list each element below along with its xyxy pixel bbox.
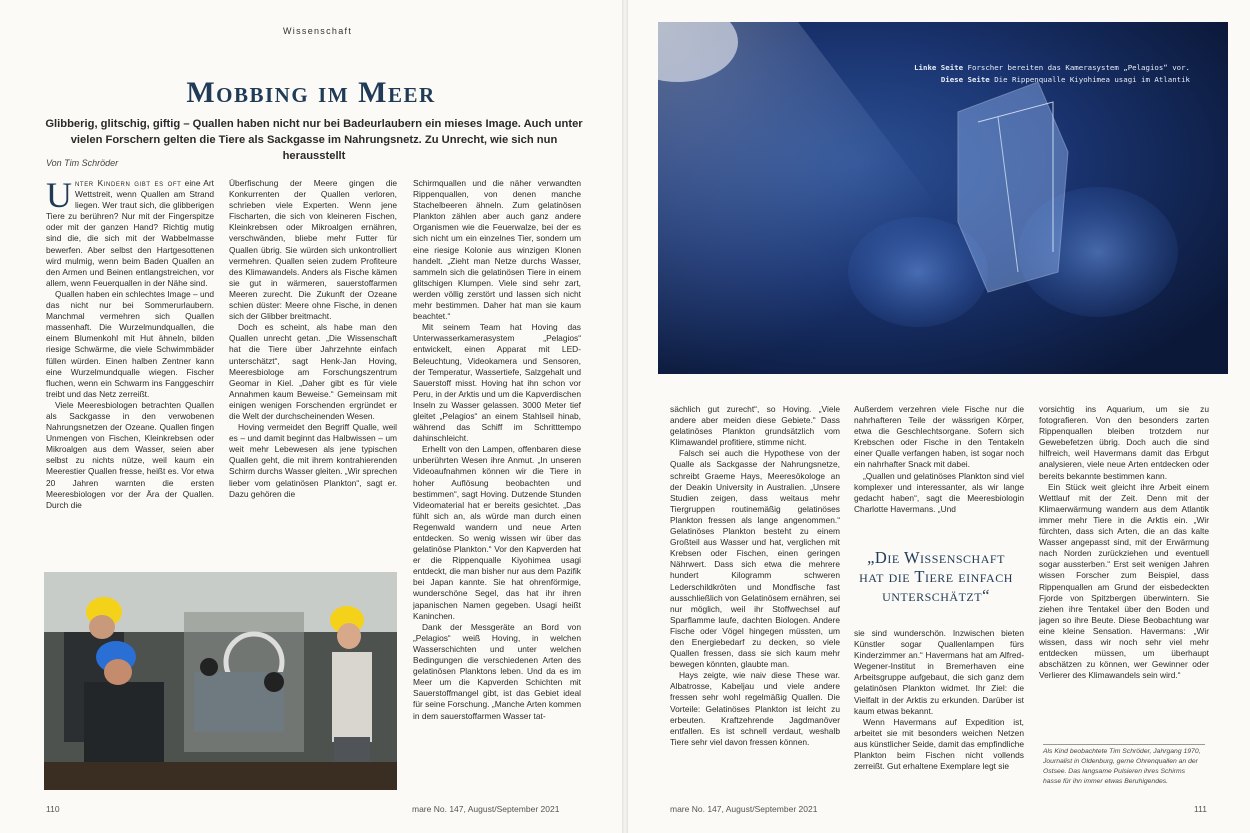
paragraph: Außerdem verzehren viele Fische nur die nahrhafteren Teile der wässrigen Körper, etwa die Geschlechtsorgane. Sofern sich Krebschen oder Fische in den Tentakeln einer Qualle verfangen haben, ist sogar noch ein nahrhafter Snack mit dabei. (854, 404, 1024, 470)
left-column-2 (229, 178, 397, 573)
paragraph: vorsichtig ins Aquarium, um sie zu fotografieren. Von den besonders zarten Rippenquallen bleiben trotzdem nur Gewebefetzen übrig. Doch auch die sind hilfreich, weil Havermans damit das Erbgut analysieren, viele neue Arten entdecken oder bereits bekannte bestimmen kann. (1039, 404, 1209, 481)
paragraph: Überfischung der Meere gingen die Konkurrenten der Quallen verloren, schrieben viele Experten. Wenn jene Fischarten, die sich von kleineren Fischen, Kleinkrebsen oder Mikroalgen ernähren, verschwänden, bliebe mehr Futter für Quallen übrig. Sie würden sich unkontrolliert vermehren. Quallen seien zudem Profiteure des Klimawandels. Anders als Fische kämen sie gut in wärmeren, sauerstoffarmen Meeren zurecht. Die Zukunft der Ozeane schien düster: Meere ohne Fische, in denen sich der Glibber breitmacht. (229, 178, 397, 322)
left-column-3 (413, 178, 581, 790)
drop-cap: U (46, 178, 72, 215)
paragraph: Viele Meeresbiologen betrachten Quallen als Sackgasse in den verwobenen Nahrungsnetzen der Ozeane. Quallen fingen Unmengen von Fischen, Kleinkrebsen oder Mikroalgen aus dem Wasser, seien aber selbst zu nichts nütze, weil kaum ein Meerestier Quallen fresse, heißt es. Vor etwa 20 Jahren warnten die ersten Meeresbiologen vor der Ära der Quallen. Durch die (46, 399, 214, 510)
caption-label-left: Linke Seite (914, 63, 964, 72)
issue-info-left: mare No. 147, August/September 2021 (412, 804, 560, 814)
lab-photo (44, 572, 397, 790)
photo-caption (914, 62, 1190, 86)
paragraph: Wenn Havermans auf Expedition ist, arbeitet sie mit besonders weichen Netzen aus künstlicher Seide, damit das empfindliche Plankton beim Fischen nicht vollends zerreißt. Gut erhaltene Exemplare legt sie (854, 716, 1024, 772)
left-page (0, 0, 622, 833)
page-number-left: 110 (46, 804, 60, 814)
paragraph: Quallen haben ein schlechtes Image – und das nicht nur bei Sommerurlaubern. Manchmal vermehren sich Quallen massenhaft. Die Wurzelmundquallen, die einem Blumenkohl mit Hut ähneln, bilden riesige Schwärme, die viele Schwimmbäder füllen würden. Einen halben Zentner kann eine Wurzelmundqualle wiegen. Fischer fluchen, wenn ein Schwarm ins Fanggeschirr treibt und das Netz zerreißt. (46, 288, 214, 399)
article-dek: Glibberig, glitschig, giftig – Quallen haben nicht nur bei Badeurlaubern ein mieses Image. Auch unter vielen Forschern gelten die Tiere als Sackgasse im Nahrungsnetz. Zu Unrecht, wie sich nun herausstellt (45, 118, 583, 162)
right-page (628, 0, 1250, 833)
right-column-3 (1039, 404, 1209, 736)
paragraph: Falsch sei auch die Hypothese von der Qualle als Sackgasse der Nahrungsnetze, schreibt Graeme Hays, Meeresökologe an der Deakin University in Australien. „Unsere Studien zeigen, dass weitaus mehr Tiergruppen routinemäßig gelatinöses Plankton fressen als lange angenommen.“ Gelatinöses Plankton besteht zu einem Großteil aus Wasser und hat, verglichen mit Krebsen oder Fischen, einen geringen Nährwert. Dass sich etwa die mehrere hundert Kilogramm schweren Lederschildkröten und Mondfische fast ausschließlich von Gelatinösem ernähren, sei nur möglich, weil ihr Stoffwechsel auf Sparflamme laufe, dachten Biologen. Andere Fische oder Vögel hingegen müssten, um den Energiebedarf zu decken, so viele Quallen fressen, dass sie sich kaum mehr bewegen könnten, glaubte man. (670, 448, 840, 670)
paragraph: Erhellt von den Lampen, offenbaren diese unberührten Wesen ihre Anmut. „In unseren Videoaufnahmen können wir die Tiere in hoher Auflösung beobachten und bestimmen“, sagt Hoving. Dutzende Stunden Videomaterial hat er bereits gesichtet. „Das fühlt sich an, als würde man durch einen Regenwald wandern und neue Arten entdecken. So wenig wissen wir über das gelatinöse Plankton.“ Vor den Kapverden hat er die Rippenqualle Kiyohimea usagi entdeckt, die man bisher nur aus dem Pazifik bei Japan kannte. Sie hat ohrenförmige, wunderschöne Segel, das hat ihr ihren japanischen Namen gegeben. Usagi heißt Kaninchen. (413, 444, 581, 621)
caption-text-right: Die Rippenqualle Kiyohimea usagi im Atlantik (994, 75, 1190, 84)
paragraph: Hays zeigte, wie naiv diese These war. Albatrosse, Kabeljau und viele andere fressen sehr wohl regelmäßig Quallen. Die Vorteile: Gelatinöses Plankton ist leicht zu erbeuten. Kraftzehrende Jagdmanöver entfallen. Es ist schnell verdaut, weshalb Tiere sehr viel davon fressen können. (670, 670, 840, 747)
paragraph: eine Art Wettstreit, wenn Quallen am Strand liegen. Wer traut sich, die glibberigen Tiere zu berühren? Nur mit der Fingerspitze oder mit der ganzen Hand? Richtig mutig sind die, die sich mit der Wabbelmasse bewerfen. Aber selbst den Hartgesottenen wird mulmig, wenn beim Baden Quallen an den Armen und Beinen entlangstreichen, vor allem, wenn Feuerquallen in der Nähe sind. (46, 178, 214, 288)
pull-quote: „Die Wissenschaft hat die Tiere einfach unterschätzt“ (859, 548, 1013, 605)
lead-smallcaps: nter Kindern gibt es oft (75, 178, 182, 188)
paragraph: „Quallen und gelatinöses Plankton sind viel komplexer und interessanter, als wir lange gedacht haben“, sagt die Meeresbiologin Charlotte Havermans. „Und (854, 470, 1024, 514)
jellyfish-photo (658, 22, 1228, 374)
lead-paragraph (46, 178, 214, 289)
right-column-2-bottom (854, 628, 1024, 794)
paragraph: sie sind wunderschön. Inzwischen bieten Künstler sogar Quallenlampen fürs Kinderzimmer an.“ Havermans hat am Alfred-Wegener-Institut in Bremerhaven eine Arbeitsgruppe aufgebaut, die sich ganz dem gelatinösen Plankton widmet. Ihr Ziel: die Vielfalt in der Arktis zu erkunden. Darüber ist kaum etwas bekannt. (854, 628, 1024, 716)
section-label: Wissenschaft (283, 26, 353, 36)
left-column-1 (46, 178, 214, 573)
issue-info-right: mare No. 147, August/September 2021 (670, 804, 818, 814)
paragraph: Mit seinem Team hat Hoving das Unterwasserkamerasystem „Pelagios“ entwickelt, einen Apparat mit LED-Beleuchtung, Videokamera und Sensoren, der Temperatur, Wassertiefe, Salzgehalt und Sauerstoff misst. Hoving hat ihn schon vor Peru, in der Arktis und um die Kapverdischen Inseln zu Wasser gelassen. 3000 Meter tief gleitet „Pelagios“ an einem Stahlseil hinab, während das Schiff im Schritttempo dahinschleicht. (413, 322, 581, 444)
lab-photo-illustration (44, 572, 397, 790)
byline: Von Tim Schröder (46, 158, 119, 168)
caption-line-1 (914, 62, 1190, 74)
caption-label-right: Diese Seite (940, 75, 990, 84)
caption-line-2 (914, 74, 1190, 86)
page-number-right: 111 (1194, 804, 1207, 814)
paragraph: sächlich gut zurecht“, so Hoving. „Viele andere aber meiden diese Gebiete.“ Dass gelatinöses Plankton grundsätzlich vom Klimawandel profitiere, stimme nicht. (670, 404, 840, 448)
author-note: Als Kind beobachtete Tim Schröder, Jahrgang 1970, Journalist in Oldenburg, gerne Ohrenquallen an der Ostsee. Das langsame Pulsieren ihres Schirms hasse für ihn immer etwas Beruhigendes. (1043, 744, 1205, 787)
article-title: Mobbing im Meer (186, 76, 436, 109)
right-column-2-top (854, 404, 1024, 534)
caption-text-left: Forscher bereiten das Kamerasystem „Pelagios“ vor. (967, 63, 1190, 72)
paragraph: Dank der Messgeräte an Bord von „Pelagios“ weiß Hoving, in welchen Wasserschichten und unter welchen Bedingungen die verschiedenen Arten des gelatinösen Planktons leben. Und da es im Meer um die Kapverden Schichten mit Sauerstoffmangel gibt, ist das Gebiet ideal für seine Forschung. „Manche Arten kommen in dem sauerstoffarmen Wasser tat- (413, 621, 581, 721)
right-column-1 (670, 404, 840, 794)
paragraph: Schirmquallen und die näher verwandten Rippenquallen, von denen manche Stachelbeeren ähneln. Zum gelatinösen Plankton zählen aber auch ganz andere Organismen wie die Feuerwalze, bei der es sich nicht um ein einzelnes Tier, sondern um eine riesige Kolonie aus winzigen Klonen handelt. „Zieht man Netze durchs Wasser, sammeln sich die gelatinösen Tiere in einem glitschigen Klumpen. Viele sind sehr zart, werden völlig zerstört und lassen sich nicht mehr bestimmen. Daher hat man sie kaum beachtet.“ (413, 178, 581, 322)
paragraph: Ein Stück weit gleicht ihre Arbeit einem Wettlauf mit der Zeit. Denn mit der Klimaerwärmung wandern aus dem Atlantik immer mehr Tiere in die Arktis ein. „Wir fürchten, dass sich Arten, die an das kalte Wasser angepasst sind, mit der Erwärmung nach Norden zurückziehen und eventuell sogar aussterben.“ Erst seit wenigen Jahren wissen Forscher zum Beispiel, dass Rippenquallen am Grund der eisbedeckten Fjorde von Spitzbergen überwintern. Sie ziehen ihre Tentakel über den Boden und jagen so ihre Beute. Diese Beobachtung war eine kleine Sensation. Havermans: „Wir wissen, dass wir noch sehr viel mehr entdecken müssen, um überhaupt abschätzen zu können, wer Gewinner oder Verlierer des Klimawandels sein wird.“ (1039, 481, 1209, 681)
paragraph: Hoving vermeidet den Begriff Qualle, weil es – und damit beginnt das Halbwissen – um weit mehr Lebewesen als jene typischen Quallen geht, die mit ihrem kontrahierenden Schirm durchs Wasser gleiten. „Wir sprechen lieber vom gelatinösen Plankton“, sagt er. Dazu gehören die (229, 422, 397, 499)
paragraph: Doch es scheint, als habe man den Quallen unrecht getan. „Die Wissenschaft hat die Tiere über Jahrzehnte einfach unterschätzt“, sagt Henk-Jan Hoving, Meeresbiologe am Forschungszentrum Geomar in Kiel. „Daher gibt es für viele Annahmen kaum Beweise.“ Gemeinsam mit einigen wenigen Forschenden ergründet er die Welt der durchscheinenden Wesen. (229, 322, 397, 421)
